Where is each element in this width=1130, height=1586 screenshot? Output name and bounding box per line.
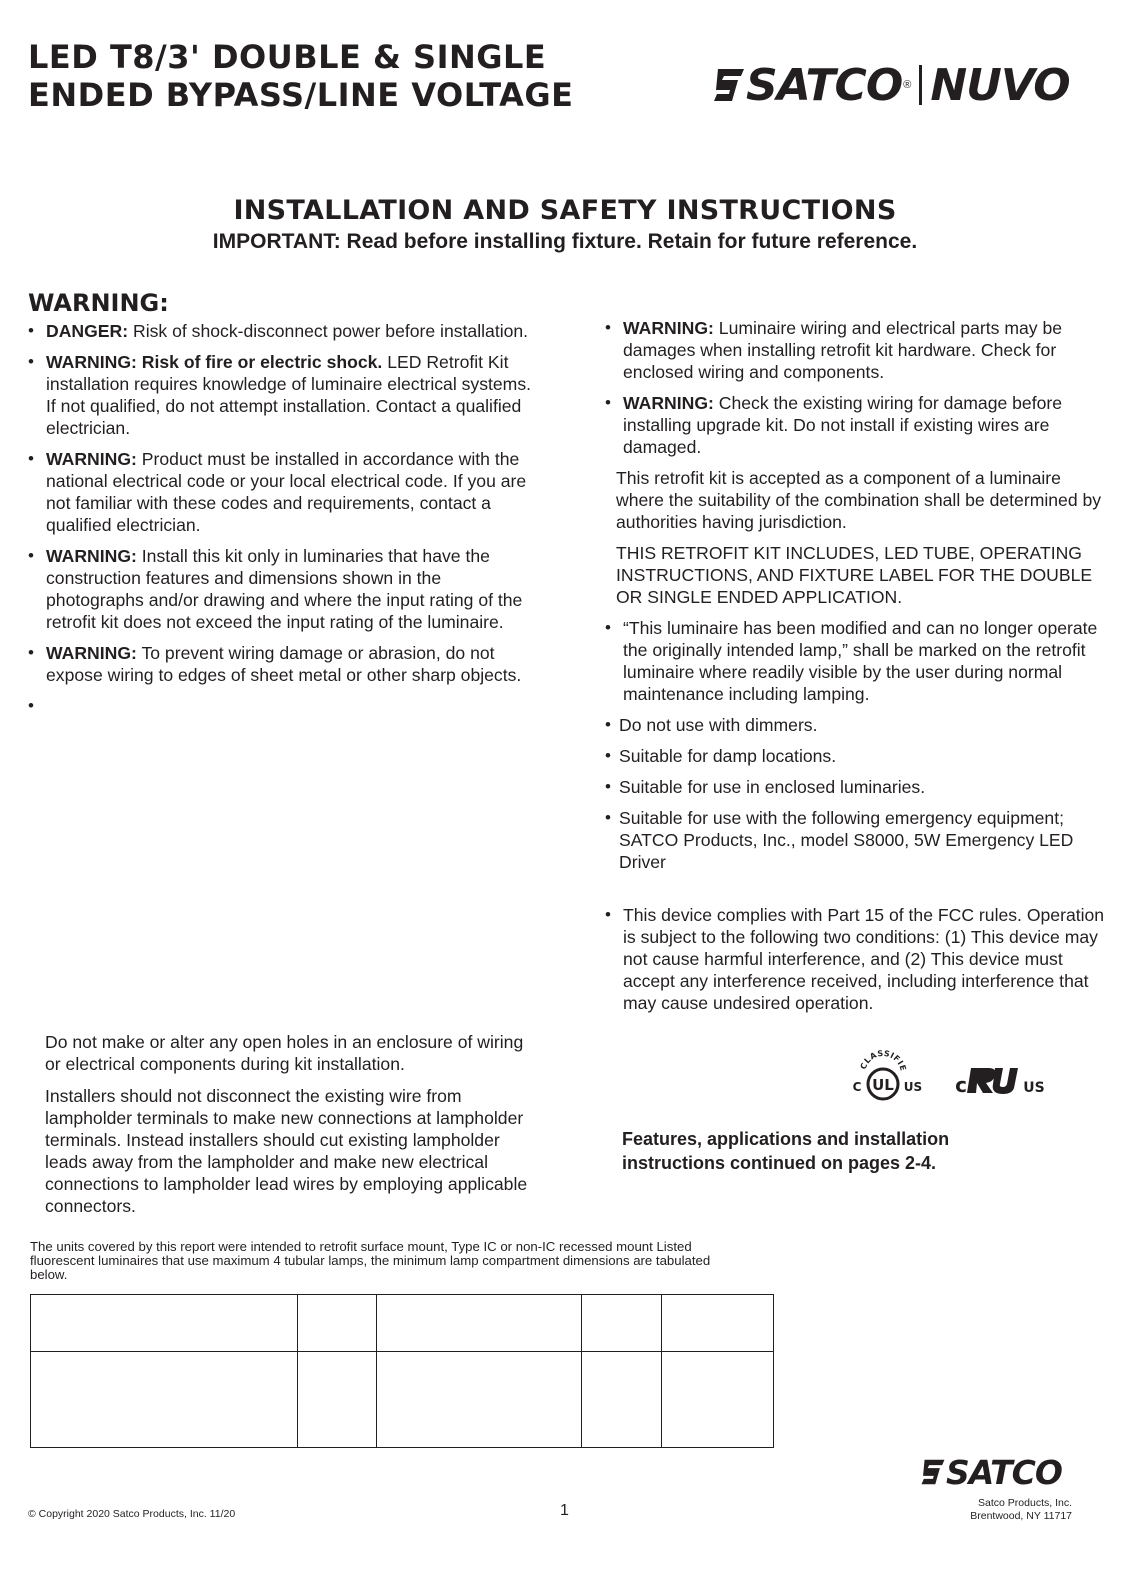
satco-s-mark-icon [712, 65, 746, 105]
ul-c-label: C [852, 1080, 862, 1094]
bullet: • [605, 746, 611, 765]
table-cell [662, 1352, 774, 1448]
item-text: Luminaire wiring and electrical parts may be damages when installing retrofit kit hardware. Check for enclosed wiring and components. [623, 318, 1063, 382]
list-item [28, 351, 538, 439]
satco-wordmark: SATCO [746, 59, 903, 111]
ul-mark-label: UL [872, 1076, 894, 1094]
report-description: The units covered by this report were intended to retrofit surface mount, Type IC or non-IC recessed mount Listed fluorescent luminaires that use maximum 4 tubular lamps, the minimum lamp compartment dimensions are tabulated below. [30, 1239, 711, 1282]
item-text: Suitable for use with the following emergency equipment; SATCO Products, Inc., model S8000, 5W Emergency LED Driver [619, 808, 1074, 872]
table-cell [31, 1295, 298, 1352]
list-item [605, 776, 1105, 798]
features-note-line-2: instructions continued on pages 2-4. [622, 1153, 937, 1173]
ru-us-label: US [1023, 1080, 1045, 1096]
satco-nuvo-logo [712, 58, 1070, 112]
bullet: • [605, 777, 611, 796]
section-title: INSTALLATION AND SAFETY INSTRUCTIONS [233, 195, 897, 226]
ul-classified-icon [843, 1046, 1063, 1106]
item-text: Suitable for use in enclosed luminaries. [619, 777, 926, 797]
list-item [605, 714, 1105, 736]
copyright-notice: © Copyright 2020 Satco Products, Inc. 11/20 [28, 1508, 236, 1520]
item-text: Install this kit only in luminaries that have the construction features and dimensions shown in the photographs and/or drawing and where the input rating of the retrofit kit does not exceed the input rating of the luminaire. [46, 546, 523, 632]
company-address [930, 1497, 1072, 1523]
item-text: “This luminaire has been modified and can no longer operate the originally intended lamp,” shall be marked on the retrofit luminaire where readily visible by the user during normal maintenance including lamping. [623, 618, 1098, 704]
table-cell [582, 1295, 662, 1352]
bullet: • [28, 643, 34, 662]
table-row [31, 1295, 774, 1352]
lampholder-paragraph: Installers should not disconnect the existing wire from lampholder terminals to make new connections at lampholder terminals. Instead installers should cut existing lampholder leads away from the lampholder and make new electrical connections to lampholder lead wires by employing applicable connectors. [45, 1086, 528, 1216]
table-cell [31, 1352, 298, 1448]
list-item [28, 642, 538, 686]
item-label: WARNING: Risk of fire or electric shock. [46, 352, 383, 372]
item-text: Do not use with dimmers. [619, 715, 818, 735]
logo-divider [919, 65, 922, 105]
table-cell [298, 1295, 377, 1352]
bullet: • [605, 318, 611, 337]
kit-includes-paragraph: THIS RETROFIT KIT INCLUDES, LED TUBE, OPERATING INSTRUCTIONS, AND FIXTURE LABEL FOR THE DOUBLE OR SINGLE ENDED APPLICATION. [616, 543, 1093, 607]
list-item [605, 807, 1105, 873]
item-text: Check the existing wiring for damage before installing upgrade kit. Do not install if existing wires are damaged. [623, 393, 1063, 457]
bullet: • [28, 546, 34, 565]
item-text: Product must be installed in accordance with the national electrical code or your local electrical code. If you are not familiar with these codes and requirements, contact a qualified electrician. [46, 449, 527, 535]
item-label: WARNING: [623, 393, 714, 413]
left-warning-list [28, 320, 538, 726]
item-text: This device complies with Part 15 of the FCC rules. Operation is subject to the following two conditions: (1) This device may not cause harmful interference, and (2) This device must accept any interference received, including interference that may cause undesired operation. [623, 905, 1105, 1013]
right-warning-list [605, 317, 1105, 1023]
document-title [28, 38, 668, 114]
page-number: 1 [560, 1502, 569, 1519]
warning-heading: WARNING: [28, 289, 169, 317]
bullet: • [28, 321, 34, 340]
ul-classified-label: CLASSIFIE [858, 1048, 908, 1073]
features-continued-note [622, 1127, 1042, 1175]
title-line-2: ENDED BYPASS/LINE VOLTAGE [28, 76, 574, 114]
item-text: LED Retrofit Kit installation requires knowledge of luminaire electrical systems. If not qualified, do not attempt installation. Contact a qualified electrician. [46, 352, 532, 438]
list-item [605, 392, 1105, 458]
item-label: WARNING: [46, 546, 137, 566]
important-subtitle: IMPORTANT: Read before installing fixture. Retain for future reference. [212, 230, 918, 253]
table-cell [582, 1352, 662, 1448]
bullet: • [605, 905, 611, 924]
bullet: • [605, 808, 611, 827]
list-item [28, 545, 538, 633]
item-text: To prevent wiring damage or abrasion, do not expose wiring to edges of sheet metal or other sharp objects. [46, 643, 522, 685]
table-cell [662, 1295, 774, 1352]
list-item [605, 617, 1105, 705]
svg-text:CLASSIFIED [843, 1046, 908, 1072]
dimension-table [30, 1294, 774, 1448]
bullet: • [28, 696, 34, 715]
item-text: Suitable for damp locations. [619, 746, 837, 766]
bullet: • [605, 393, 611, 412]
title-line-1: LED T8/3' DOUBLE & SINGLE [28, 38, 547, 76]
certification-marks [843, 1046, 1063, 1106]
features-note-line-1: Features, applications and installation [622, 1129, 950, 1149]
bullet: • [28, 449, 34, 468]
ru-c-label: c [955, 1073, 967, 1097]
table-cell [377, 1352, 582, 1448]
retrofit-acceptance-paragraph: This retrofit kit is accepted as a component of a luminaire where the suitability of the combination shall be determined by authorities having jurisdiction. [616, 468, 1102, 532]
list-item-empty [28, 695, 538, 717]
bullet: • [605, 618, 611, 637]
item-label: WARNING: [623, 318, 714, 338]
item-label: DANGER: [46, 321, 129, 341]
item-label: WARNING: [46, 643, 137, 663]
table-row [31, 1352, 774, 1448]
list-item [605, 317, 1105, 383]
satco-footer-logo [920, 1452, 1062, 1492]
item-label: WARNING: [46, 449, 137, 469]
bullet: • [605, 715, 611, 734]
item-text: Risk of shock-disconnect power before installation. [128, 321, 529, 341]
list-item [605, 745, 1105, 767]
list-item-fcc [605, 904, 1105, 1014]
open-holes-paragraph: Do not make or alter any open holes in an enclosure of wiring or electrical components during kit installation. [45, 1032, 524, 1074]
list-item [28, 448, 538, 536]
satco-s-mark-icon [920, 1456, 946, 1488]
table-cell [298, 1352, 377, 1448]
bullet: • [28, 352, 34, 371]
list-item [28, 320, 538, 342]
nuvo-wordmark: NUVO [930, 59, 1070, 111]
registered-mark: ® [903, 79, 912, 91]
company-city: Brentwood, NY 11717 [970, 1510, 1072, 1522]
satco-wordmark: SATCO [946, 1452, 1062, 1492]
ul-us-label: US [903, 1080, 923, 1094]
table-cell [377, 1295, 582, 1352]
company-name: Satco Products, Inc. [978, 1497, 1072, 1509]
spacer [605, 882, 1105, 904]
